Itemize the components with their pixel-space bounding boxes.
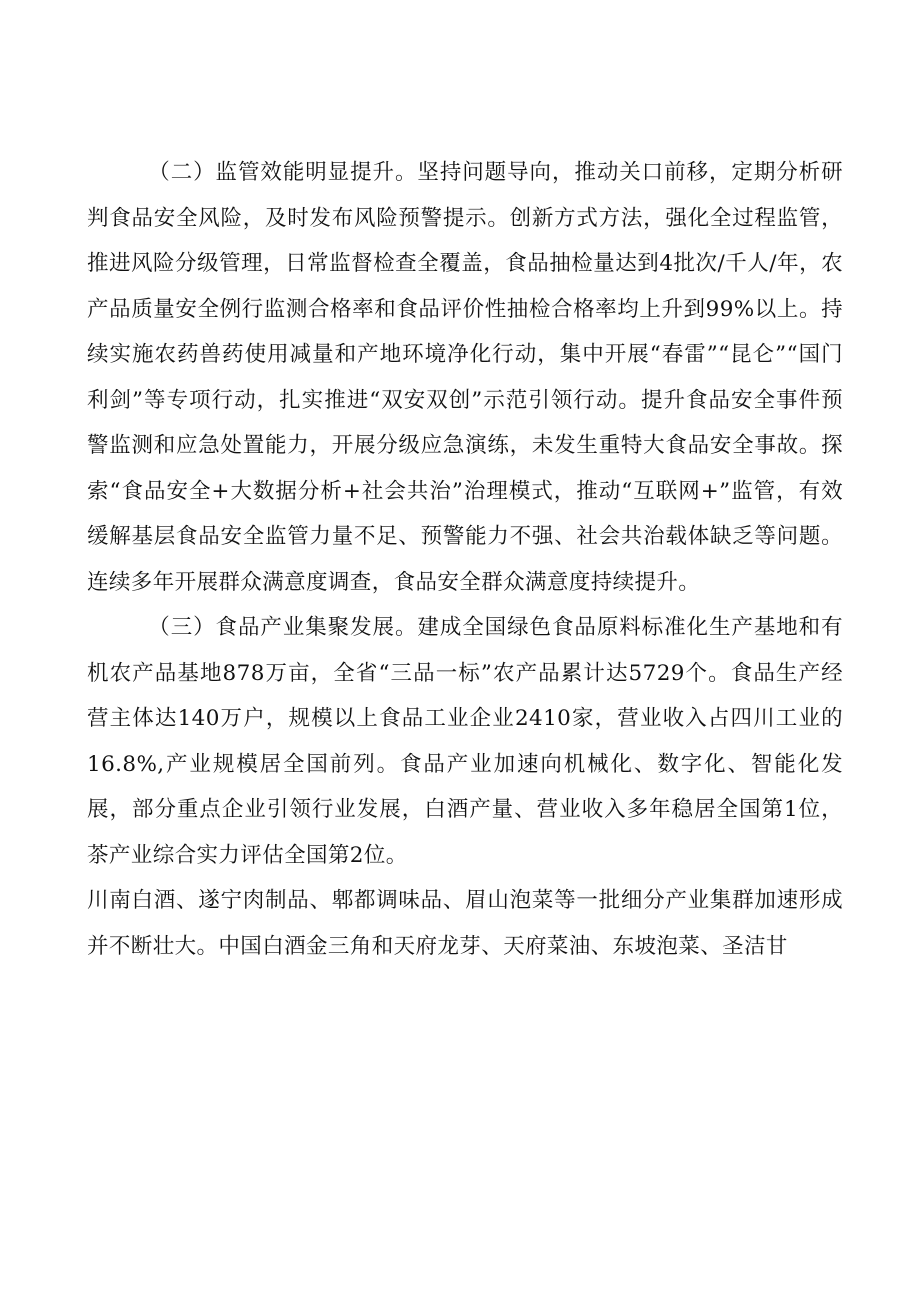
paragraph-industry-clusters-continued: 川南白酒、遂宁肉制品、郫都调味品、眉山泡菜等一批细分产业集群加速形成并不断壮大。中国白酒金三角和天府龙芽、天府菜油、东坡泡菜、圣洁甘 [87, 888, 843, 959]
paragraph-supervision-efficiency: （二）监管效能明显提升。坚持问题导向，推动关口前移，定期分析研判食品安全风险，及时发布风险预警提示。创新方式方法，强化全过程监管，推进风险分级管理，日常监督检查全覆盖，食品抽检量达到4批次/千人/年，农产品质量安全例行监测合格率和食品评价性抽检合格率均上升到99%以上。持续实施农药兽药使用减量和产地环境净化行动，集中开展“春雷”“昆仑”“国门利剑”等专项行动，扎实推进“双安双创”示范引领行动。提升食品安全事件预警监测和应急处置能力，开展分级应急演练，未发生重特大食品安全事故。探索“食品安全+大数据分析+社会共治”治理模式，推动“互联网+”监管，有效缓解基层食品安全监管力量不足、预警能力不强、社会共治载体缺乏等问题。连续多年开展群众满意度调查，食品安全群众满意度持续提升。 [87, 160, 843, 595]
paragraph-food-industry-cluster: （三）食品产业集聚发展。建成全国绿色食品原料标准化生产基地和有机农产品基地878万亩，全省“三品一标”农产品累计达5729个。食品生产经营主体达140万户，规模以上食品工业企业2410家，营业收入占四川工业的16.8%,产业规模居全国前列。食品产业加速向机械化、数字化、智能化发展，部分重点企业引领行业发展，白酒产量、营业收入多年稳居全国第1位，茶产业综合实力评估全国第2位。 [87, 615, 843, 868]
document-page [87, 150, 843, 969]
